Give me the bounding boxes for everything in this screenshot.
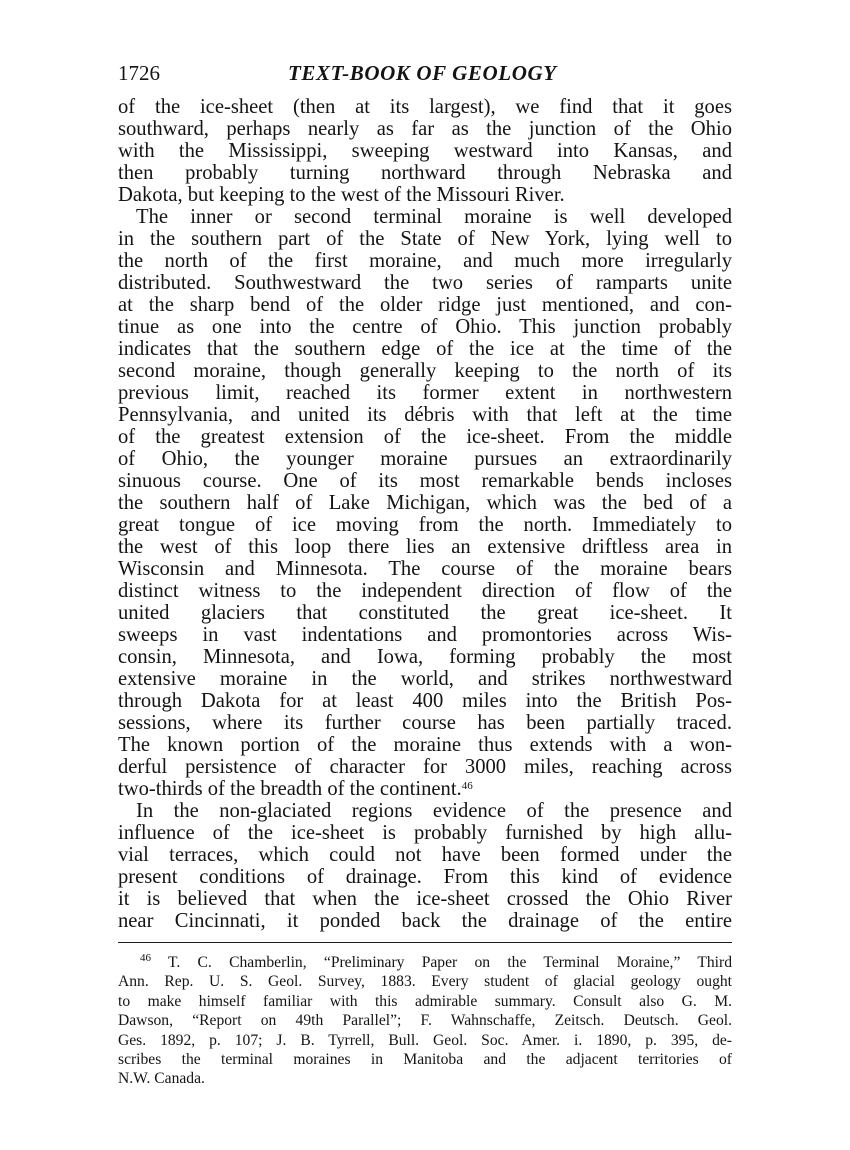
text-line: sessions, where its further course has been partially traced. [118, 712, 732, 734]
footnote-marker: 46 [140, 952, 151, 964]
page-header [118, 58, 732, 96]
paragraph-1 [118, 96, 732, 206]
book-page [118, 58, 732, 1089]
footnote-line: N.W. Canada. [118, 1070, 205, 1088]
text-line: in the southern part of the State of New York, lying well to [118, 228, 732, 250]
text-line: through Dakota for at least 400 miles into the British Pos- [118, 690, 732, 712]
text-line: second moraine, though generally keeping to the north of its [118, 360, 732, 382]
footnote-line-content: T. C. Chamberlin, “Preliminary Paper on the Terminal Moraine,” Third [168, 954, 732, 971]
text-line: it is believed that when the ice-sheet crossed the Ohio River [118, 888, 732, 910]
text-line: indicates that the southern edge of the ice at the time of the [118, 338, 732, 360]
text-line: tinue as one into the centre of Ohio. This junction probably [118, 316, 732, 338]
paragraph-2 [118, 206, 732, 800]
text-line: sinuous course. One of its most remarkable bends incloses [118, 470, 732, 492]
text-line: Pennsylvania, and united its débris with that left at the time [118, 404, 732, 426]
footnote-line [118, 953, 732, 972]
footnote-divider [118, 942, 732, 943]
text-line: distributed. Southwestward the two series of ramparts unite [118, 272, 732, 294]
footnote-line: to make himself familiar with this admirable summary. Consult also G. M. [118, 992, 732, 1010]
footnote-line: Ges. 1892, p. 107; J. B. Tyrrell, Bull. Geol. Soc. Amer. i. 1890, p. 395, de- [118, 1031, 732, 1049]
text-line: at the sharp bend of the older ridge just mentioned, and con- [118, 294, 732, 316]
text-line: In the non-glaciated regions evidence of the presence and [136, 800, 732, 822]
footnote-line: Ann. Rep. U. S. Geol. Survey, 1883. Every student of glacial geology ought [118, 973, 732, 991]
text-line: The known portion of the moraine thus extends with a won- [118, 734, 732, 756]
text-line: sweeps in vast indentations and promontories across Wis- [118, 624, 732, 646]
text-line: of the ice-sheet (then at its largest), we find that it goes [118, 96, 732, 118]
text-line: the north of the first moraine, and much more irregularly [118, 250, 732, 272]
text-line [118, 778, 732, 800]
text-line: southward, perhaps nearly as far as the junction of the Ohio [118, 118, 732, 140]
text-line: derful persistence of character for 3000 miles, reaching across [118, 756, 732, 778]
text-line: great tongue of ice moving from the north. Immediately to [118, 514, 732, 536]
text-line: of Ohio, the younger moraine pursues an extraordinarily [118, 448, 732, 470]
text-line: previous limit, reached its former extent in northwestern [118, 382, 732, 404]
text-line: consin, Minnesota, and Iowa, forming probably the most [118, 646, 732, 668]
text-line: distinct witness to the independent direction of flow of the [118, 580, 732, 602]
text-line: influence of the ice-sheet is probably furnished by high allu- [118, 822, 732, 844]
footnote-line: Dawson, “Report on 49th Parallel”; F. Wahnschaffe, Zeitsch. Deutsch. Geol. [118, 1012, 732, 1030]
text-line: Wisconsin and Minnesota. The course of the moraine bears [118, 558, 732, 580]
footnote-line: scribes the terminal moraines in Manitoba and the adjacent territories of [118, 1051, 732, 1069]
text-line: then probably turning northward through Nebraska and [118, 162, 732, 184]
text-line: the southern half of Lake Michigan, which was the bed of a [118, 492, 732, 514]
running-title: TEXT-BOOK OF GEOLOGY [288, 61, 557, 85]
page-number: 1726 [118, 61, 160, 85]
text-line: present conditions of drainage. From this kind of evidence [118, 866, 732, 888]
text-line: the west of this loop there lies an extensive driftless area in [118, 536, 732, 558]
text-line: near Cincinnati, it ponded back the drainage of the entire [118, 910, 732, 932]
body-text [118, 96, 732, 932]
text-line: Dakota, but keeping to the west of the Missouri River. [118, 184, 565, 206]
paragraph-3 [118, 800, 732, 932]
text-line: The inner or second terminal moraine is well developed [136, 206, 732, 228]
text-line: extensive moraine in the world, and strikes northwestward [118, 668, 732, 690]
text-line: vial terraces, which could not have been formed under the [118, 844, 732, 866]
footnote [118, 953, 732, 1089]
footnote-reference: 46 [461, 780, 473, 792]
text-line: with the Mississippi, sweeping westward into Kansas, and [118, 140, 732, 162]
text-line: of the greatest extension of the ice-sheet. From the middle [118, 426, 732, 448]
text-line: united glaciers that constituted the great ice-sheet. It [118, 602, 732, 624]
text-line-content: two-thirds of the breadth of the continent. [118, 778, 462, 800]
